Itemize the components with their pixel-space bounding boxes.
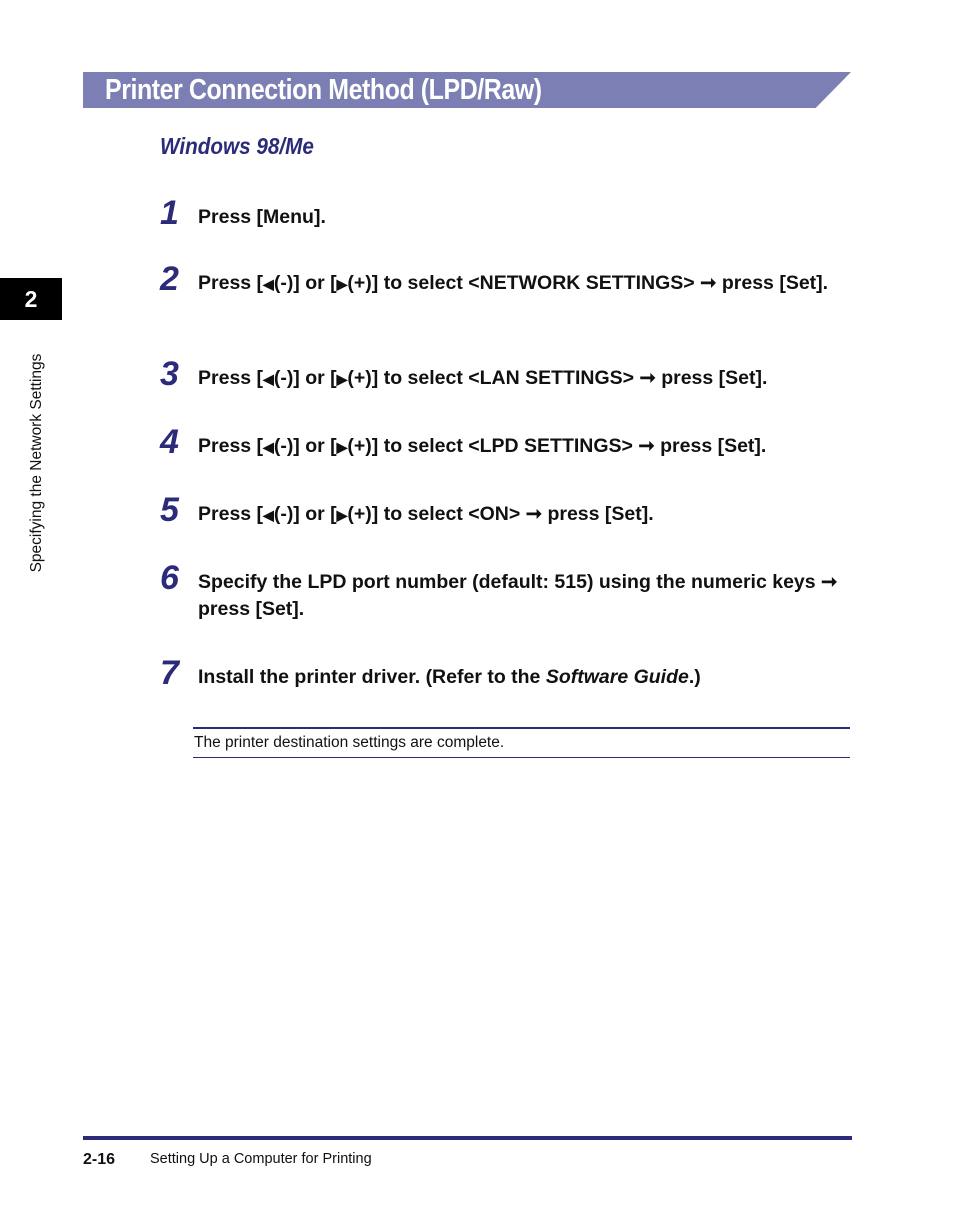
result-rule-top — [193, 727, 850, 729]
step-number-7: 7 — [160, 654, 179, 692]
right-triangle-icon: ▶ — [336, 371, 348, 387]
step-text-1: Press [Menu]. — [198, 206, 326, 228]
right-triangle-icon: ▶ — [336, 507, 348, 523]
chapter-tab: 2 — [0, 278, 62, 320]
right-triangle-icon: ▶ — [336, 276, 348, 292]
section-subheading: Windows 98/Me — [160, 133, 314, 159]
software-guide-ref: Software Guide — [545, 666, 689, 688]
step-number-5: 5 — [160, 491, 179, 529]
right-arrow-icon: ➞ — [639, 367, 656, 389]
left-triangle-icon: ◀ — [263, 439, 274, 455]
step-text-3: Press [◀(-)] or [▶(+)] to select <LAN SETTINGS> ➞ press [Set]. — [198, 367, 768, 389]
step-number-1: 1 — [160, 194, 179, 232]
right-arrow-icon: ➞ — [821, 571, 838, 593]
step-number-3: 3 — [160, 355, 179, 393]
footer-title: Setting Up a Computer for Printing — [150, 1151, 372, 1167]
left-triangle-icon: ◀ — [263, 507, 274, 523]
page-number: 2-16 — [83, 1151, 116, 1168]
step-text-7: Install the printer driver. (Refer to the Software Guide.) — [198, 666, 701, 688]
result-text: The printer destination settings are complete. — [194, 734, 505, 751]
footer-rule — [83, 1136, 852, 1140]
step-text-6: Specify the LPD port number (default: 515) using the numeric keys ➞ press [Set]. — [198, 571, 838, 620]
right-arrow-icon: ➞ — [525, 503, 543, 525]
right-triangle-icon: ▶ — [336, 439, 348, 455]
page-title: Printer Connection Method (LPD/Raw) — [105, 74, 542, 106]
step-text-4: Press [◀(-)] or [▶(+)] to select <LPD SETTINGS> ➞ press [Set]. — [198, 435, 767, 457]
left-triangle-icon: ◀ — [263, 371, 274, 387]
right-arrow-icon: ➞ — [700, 272, 717, 294]
step-number-6: 6 — [160, 559, 179, 597]
step-number-4: 4 — [160, 423, 179, 461]
result-rule-bottom — [193, 757, 850, 758]
right-arrow-icon: ➞ — [638, 435, 655, 457]
left-triangle-icon: ◀ — [263, 276, 274, 292]
step-number-2: 2 — [160, 260, 179, 298]
step-text-5: Press [◀(-)] or [▶(+)] to select <ON> ➞ press [Set]. — [198, 503, 654, 525]
side-label-text: Specifying the Network Settings — [28, 353, 45, 573]
step-text-2: Press [◀(-)] or [▶(+)] to select <NETWORK SETTINGS> ➞ press [Set]. — [198, 272, 829, 294]
